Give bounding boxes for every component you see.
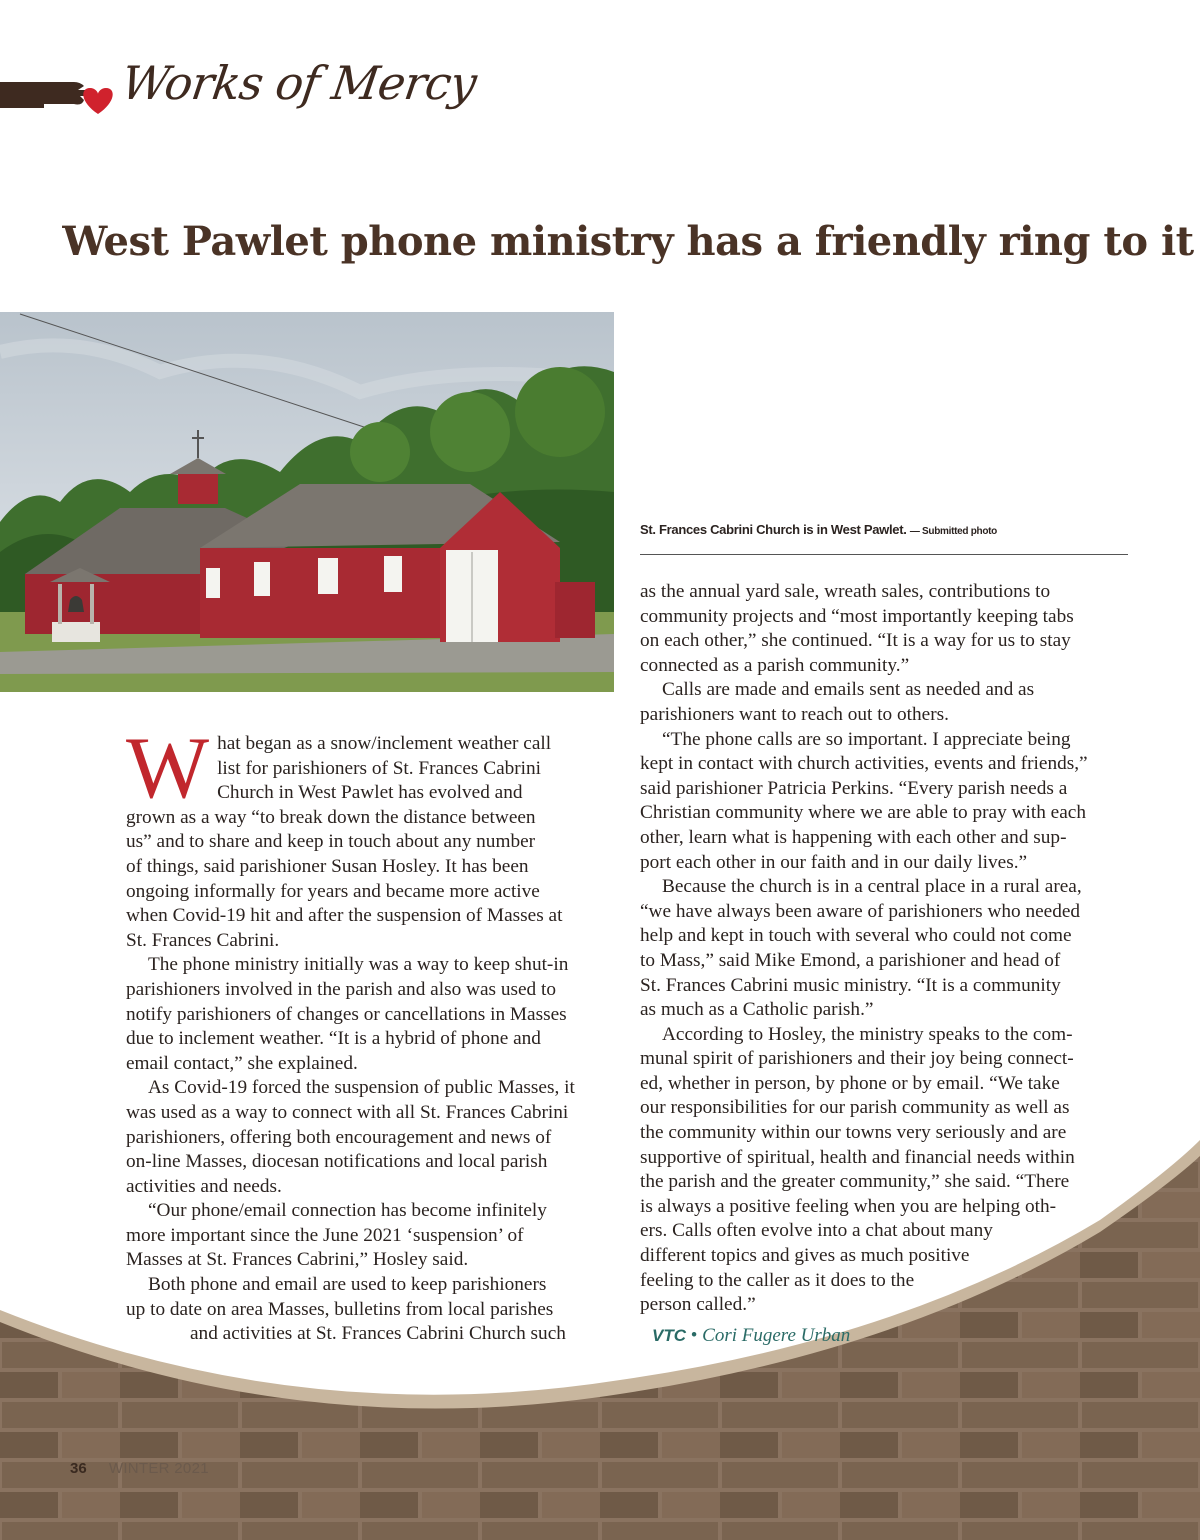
text-line: parishioners want to reach out to others. (640, 703, 949, 725)
text-line: parishioners, offering both encouragement and news of (126, 1126, 552, 1148)
text-line: ed, whether in person, by phone or by email. “We take (640, 1072, 1060, 1094)
text-line: ongoing informally for years and became more active (126, 880, 540, 902)
text-line: up to date on area Masses, bulletins from local parishes (126, 1298, 554, 1320)
text-line: ers. Calls often evolve into a chat about many (640, 1220, 993, 1242)
text-line: due to inclement weather. “It is a hybrid of phone and (126, 1028, 541, 1050)
paragraph (126, 1076, 612, 1199)
text-line: notify parishioners of changes or cancellations in Masses (126, 1003, 567, 1025)
text-line: hat began as a snow/inclement weather call (217, 733, 552, 754)
text-line: list for parishioners of St. Frances Cabrini (217, 757, 542, 779)
text-line: St. Frances Cabrini. (126, 929, 280, 951)
text-line: Calls are made and emails sent as needed and as (662, 679, 1035, 701)
text-line: the parish and the greater community,” she said. “There (640, 1171, 1070, 1193)
text-line: different topics and gives as much positive (640, 1245, 970, 1267)
author-name: Cori Fugere Urban (702, 1325, 851, 1346)
paragraph (640, 1023, 1130, 1318)
text-line: and activities at St. Frances Cabrini Church such (190, 1323, 566, 1345)
text-line: on-line Masses, diocesan notifications and local parish (126, 1151, 548, 1173)
page-footer (70, 1460, 209, 1477)
text-line: Because the church is in a central place in a rural area, (662, 876, 1082, 898)
article-column-right (640, 580, 1130, 1318)
text-line: Both phone and email are used to keep parishioners (148, 1274, 547, 1296)
text-line: “Our phone/email connection has become infinitely (148, 1200, 547, 1222)
text-line: Christian community where we are able to pray with each (640, 802, 1086, 824)
text-line: supportive of spiritual, health and financial needs within (640, 1146, 1075, 1168)
issue-label: WINTER 2021 (108, 1460, 209, 1477)
author-signoff (652, 1325, 850, 1347)
paragraph (640, 728, 1130, 876)
paragraph (640, 678, 1130, 727)
text-line: help and kept in touch with several who could not come (640, 925, 1072, 947)
text-line: when Covid-19 hit and after the suspension of Masses at (126, 905, 563, 927)
photo-caption (640, 522, 1128, 537)
text-line: parishioners involved in the parish and also was used to (126, 978, 556, 1000)
page-number: 36 (70, 1460, 87, 1477)
text-line: the community within our towns very seriously and are (640, 1122, 1067, 1144)
caption-text: St. Frances Cabrini Church is in West Pawlet. (640, 522, 907, 537)
text-line: more important since the June 2021 ‘suspension’ of (126, 1224, 524, 1246)
text-line: kept in contact with church activities, events and friends,” (640, 753, 1088, 775)
text-line: grown as a way “to break down the distance between (126, 806, 536, 828)
text-line: person called.” (640, 1294, 756, 1316)
hand-heart-icon (40, 74, 120, 118)
text-line: St. Frances Cabrini music ministry. “It is a community (640, 974, 1061, 996)
article-column-left (126, 720, 612, 1347)
section-title: Works of Mercy (118, 56, 480, 110)
section-bar (0, 82, 44, 108)
text-line: as much as a Catholic parish.” (640, 999, 874, 1021)
headline: West Pawlet phone ministry has a friendly ring to it (62, 218, 1194, 265)
paragraph (640, 580, 1130, 678)
text-line: connected as a parish community.” (640, 654, 910, 676)
text-line: munal spirit of parishioners and their joy being connect- (640, 1048, 1074, 1070)
paragraph (126, 1199, 612, 1273)
caption-rule (640, 554, 1128, 555)
publication-mark: VTC (652, 1326, 686, 1345)
text-line: was used as a way to connect with all St. Frances Cabrini (126, 1101, 569, 1123)
text-line: As Covid-19 forced the suspension of public Masses, it (148, 1077, 575, 1099)
text-line: The phone ministry initially was a way to keep shut-in (148, 954, 569, 976)
signoff-separator: • (690, 1325, 698, 1346)
text-line: Masses at St. Frances Cabrini,” Hosley said. (126, 1249, 469, 1271)
church-photo (0, 312, 614, 692)
text-line: us” and to share and keep in touch about any number (126, 831, 536, 853)
paragraph (126, 1273, 612, 1347)
text-line: as the annual yard sale, wreath sales, contributions to (640, 581, 1051, 602)
text-line: activities and needs. (126, 1175, 282, 1197)
text-line: to Mass,” said Mike Emond, a parishioner and head of (640, 949, 1061, 971)
text-line: Church in West Pawlet has evolved and (217, 782, 523, 804)
text-line: email contact,” she explained. (126, 1052, 358, 1074)
text-line: is always a positive feeling when you are helping oth- (640, 1195, 1057, 1217)
paragraph (640, 875, 1130, 1023)
paragraph (126, 953, 612, 1076)
text-line: of things, said parishioner Susan Hosley. It has been (126, 855, 529, 877)
photo-credit: — Submitted photo (909, 526, 997, 537)
text-line: our responsibilities for our parish community as well as (640, 1097, 1070, 1119)
text-line: According to Hosley, the ministry speaks to the com- (662, 1023, 1073, 1045)
drop-cap: W (126, 720, 210, 817)
text-line: said parishioner Patricia Perkins. “Every parish needs a (640, 777, 1068, 799)
text-line: port each other in our faith and in our daily lives.” (640, 851, 1028, 873)
text-line: community projects and “most importantly keeping tabs (640, 605, 1074, 627)
text-line: on each other,” she continued. “It is a way for us to stay (640, 630, 1071, 652)
text-line: “The phone calls are so important. I appreciate being (662, 728, 1071, 750)
text-line: “we have always been aware of parishioners who needed (640, 900, 1081, 922)
text-line: feeling to the caller as it does to the (640, 1269, 915, 1291)
text-line: other, learn what is happening with each other and sup- (640, 826, 1067, 848)
